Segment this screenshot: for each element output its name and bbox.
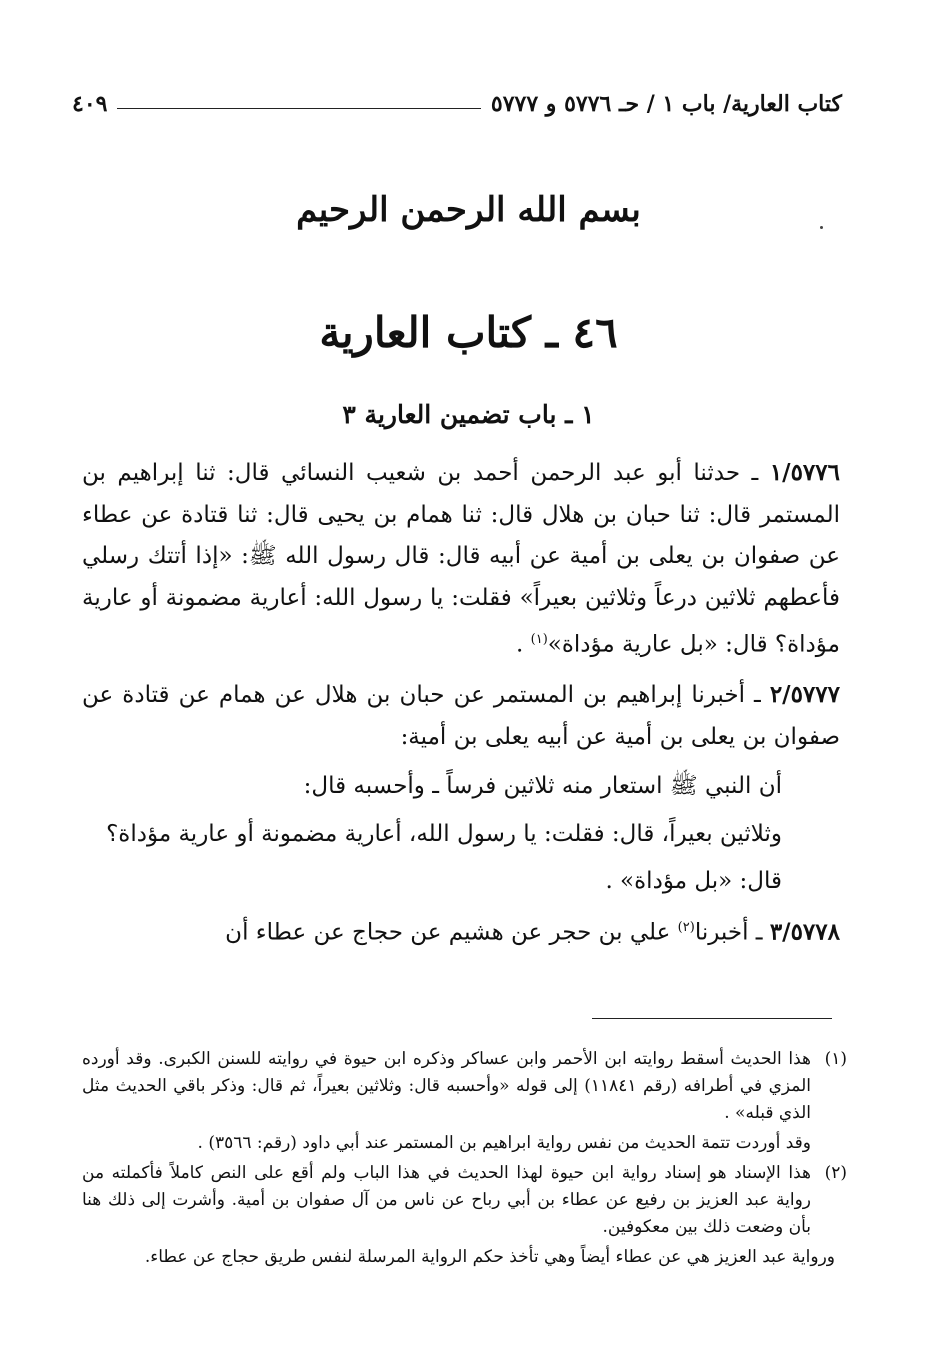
footnote-divider bbox=[592, 1018, 832, 1019]
page-number: ٤٠٩ bbox=[72, 91, 108, 117]
hadith-paragraph bbox=[82, 907, 840, 954]
hadith-number: ٣/٥٧٧٨ bbox=[769, 918, 840, 946]
chapter-title: ١ ـ باب تضمين العارية ٣ bbox=[342, 400, 595, 429]
hadith-text: علي بن حجر عن هشيم عن حجاج عن عطاء أن bbox=[225, 919, 678, 946]
header-rule bbox=[117, 108, 480, 109]
footnote-mark: (١) bbox=[824, 1049, 847, 1069]
hadith-number: ١/٥٧٧٦ bbox=[769, 459, 840, 486]
main-text bbox=[82, 452, 840, 962]
footnote bbox=[82, 1160, 847, 1241]
hadith-number: ٢/٥٧٧٧ bbox=[769, 681, 840, 709]
footnote-text: هذا الحديث أسقط روايته ابن الأحمر وابن عساكر وذكره ابن حيوة في روايته للسنن الكبرى. وقد أورده المزي في أطرافه (رقم ١١٨٤١) إلى قوله «وأحسبه قال: وثلاثين بعيراً، ثم قال: وذكر باقي الحديث مثل الذي قبله» . bbox=[82, 1049, 811, 1123]
hadith-text: ـ حدثنا أبو عبد الرحمن أحمد بن شعيب النسائي قال: ثنا إبراهيم بن المستمر قال: ثنا حبان بن هلال قال: ثنا همام بن يحيى قال: ثنا قتادة عن عطاء عن صفوان بن يعلى بن أمية عن أبيه قال: قال رسول الله ﷺ: «إذا أتتك رسلي فأعطهم ثلاثين درعاً وثلاثين بعيراً» فقلت: يا رسول الله: أعارية مضمونة أو عارية مؤداة؟ قال: «بل عارية مؤداة» bbox=[82, 460, 840, 658]
footnote-mark: (٢) bbox=[824, 1163, 847, 1183]
footnotes bbox=[82, 1046, 847, 1274]
footnote-ref: (٢) bbox=[677, 919, 695, 935]
header-title: كتاب العارية/ باب ١ / حـ ٥٧٧٦ و ٥٧٧٧ bbox=[490, 91, 842, 117]
hadith-paragraph bbox=[82, 452, 840, 666]
hadith-paragraph bbox=[82, 674, 840, 758]
book-title: ٤٦ ـ كتاب العارية bbox=[319, 308, 618, 357]
footnote-continuation: ورواية عبد العزيز هي عن عطاء أيضاً وهي تأخذ حكم الرواية المرسلة لنفس طريق حجاج عن عطاء. bbox=[144, 1247, 835, 1267]
running-header bbox=[72, 84, 842, 124]
quote-line: وثلاثين بعيراً، قال: فقلت: يا رسول الله، أعارية مضمونة أو عارية مؤداة؟ bbox=[106, 820, 782, 847]
footnote-text: هذا الإسناد هو إسناد رواية ابن حيوة لهذا الحديث في هذا الباب ولم أقع على النص كاملاً فأكملته من رواية عبد العزيز بن رفيع عن عطاء بن أبي رباح عن ناس من آل صفوان بن أمية. وأشرت إلى ذلك هنا بأن وضعت ذلك بين معكوفين. bbox=[82, 1163, 811, 1237]
quote-line: قال: «بل مؤداة» . bbox=[605, 868, 782, 895]
footnote-continuation: وقد أوردت تتمة الحديث من نفس رواية ابراهيم بن المستمر عند أبي داود (رقم: ٣٥٦٦) . bbox=[197, 1133, 811, 1153]
hadith-end: . bbox=[516, 631, 531, 658]
footnote bbox=[82, 1046, 847, 1127]
footnote-ref: (١) bbox=[530, 632, 548, 647]
hadith-text: ـ أخبرنا bbox=[694, 919, 770, 946]
basmala: بسم الله الرحمن الرحيم bbox=[296, 190, 641, 230]
hadith-text: ـ أخبرنا إبراهيم بن المستمر عن حبان بن هلال عن همام عن قتادة عن صفوان بن يعلى بن أمية عن أبيه يعلى بن أمية: bbox=[82, 682, 840, 750]
quote-line: أن النبي ﷺ استعار منه ثلاثين فرساً ـ وأحسبه قال: bbox=[303, 773, 782, 800]
